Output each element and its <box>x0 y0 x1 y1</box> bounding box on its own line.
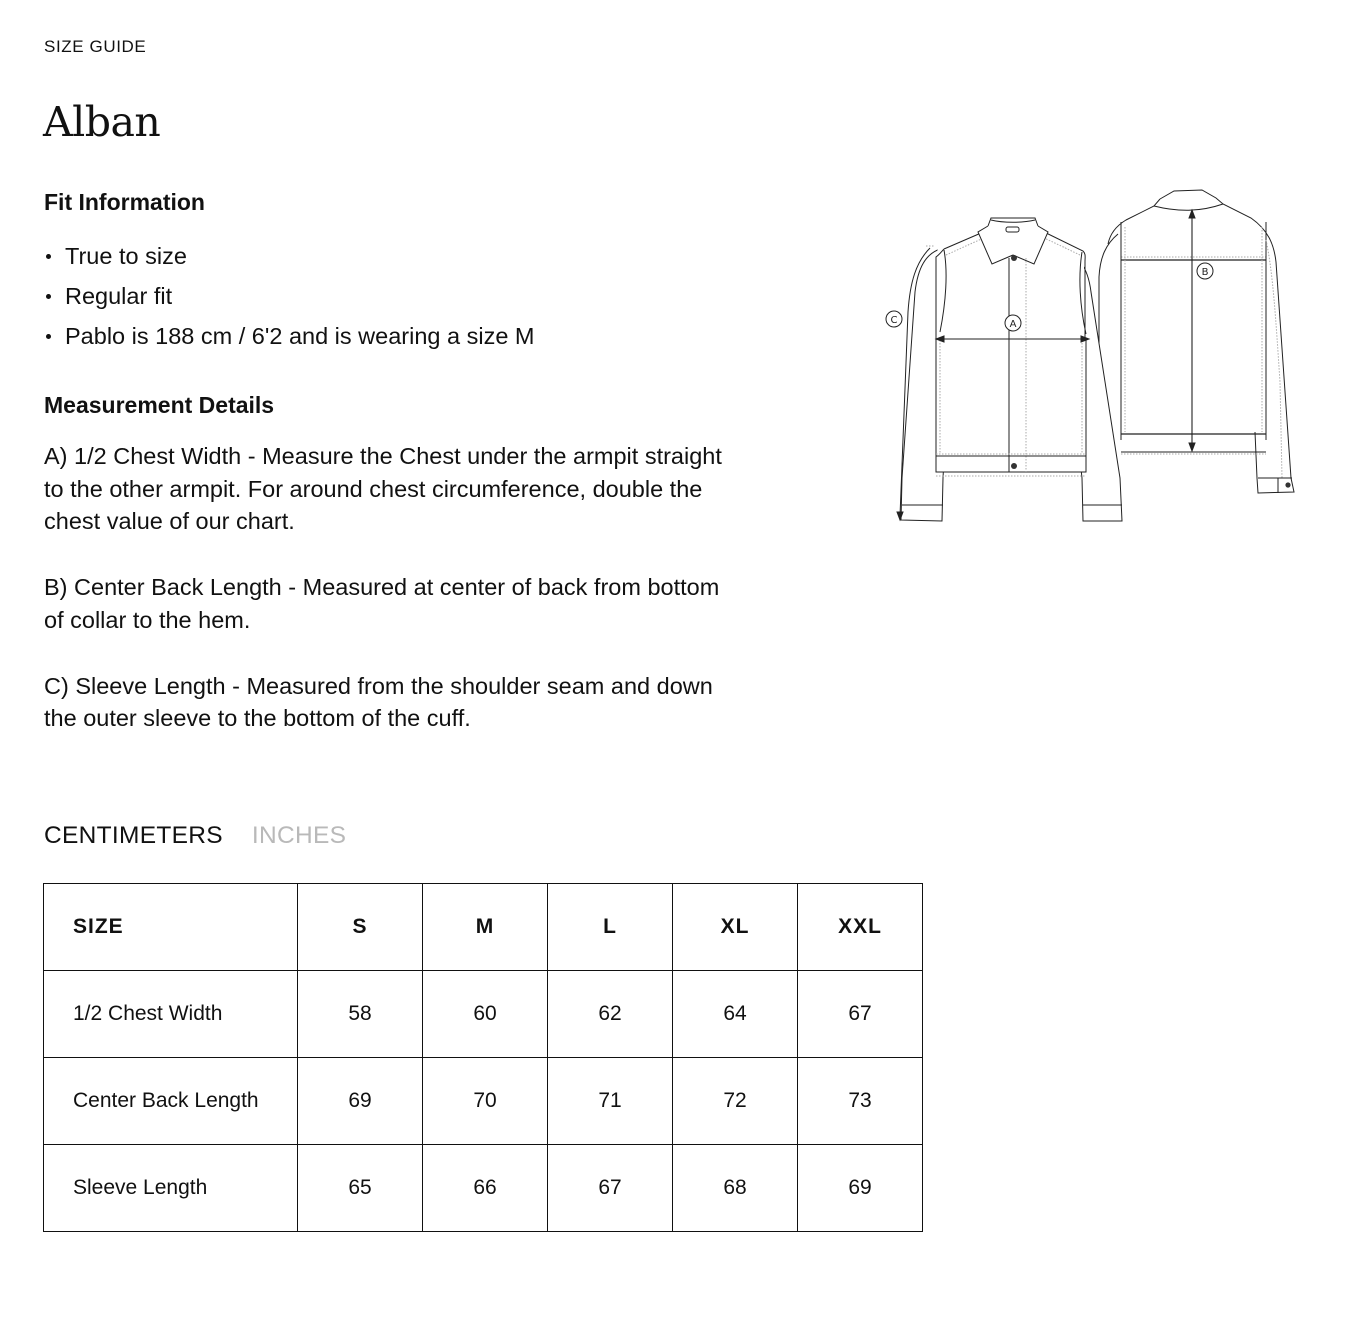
table-cell: 65 <box>298 1145 423 1232</box>
fit-list-item <box>44 276 535 316</box>
table-cell: 72 <box>673 1058 798 1145</box>
tab-centimeters[interactable]: CENTIMETERS <box>44 822 223 849</box>
unit-toggle <box>44 822 346 850</box>
column-header-s: S <box>298 884 423 971</box>
fit-information-list <box>44 236 535 356</box>
table-cell: 62 <box>548 971 673 1058</box>
column-header-xxl: XXL <box>798 884 923 971</box>
row-label: 1/2 Chest Width <box>44 971 298 1058</box>
fit-list-item-text: Pablo is 188 cm / 6'2 and is wearing a size M <box>65 323 535 349</box>
table-cell: 69 <box>298 1058 423 1145</box>
row-label: Sleeve Length <box>44 1145 298 1232</box>
table-cell: 71 <box>548 1058 673 1145</box>
table-cell: 73 <box>798 1058 923 1145</box>
column-header-xl: XL <box>673 884 798 971</box>
bullet-icon <box>46 334 51 339</box>
table-cell: 70 <box>423 1058 548 1145</box>
table-cell: 58 <box>298 971 423 1058</box>
fit-list-item-text: True to size <box>65 243 187 269</box>
svg-text:C: C <box>890 315 898 326</box>
jacket-back-view <box>1099 190 1294 493</box>
bullet-icon <box>46 254 51 259</box>
table-cell: 67 <box>798 971 923 1058</box>
table-cell: 66 <box>423 1145 548 1232</box>
bullet-icon <box>46 294 51 299</box>
size-guide-eyebrow: SIZE GUIDE <box>44 37 147 56</box>
column-header-l: L <box>548 884 673 971</box>
table-cell: 64 <box>673 971 798 1058</box>
fit-information-heading: Fit Information <box>44 189 205 215</box>
jacket-diagram-svg <box>878 182 1308 527</box>
table-row <box>44 1145 923 1232</box>
fit-list-item <box>44 236 535 276</box>
row-label: Center Back Length <box>44 1058 298 1145</box>
measurement-sleeve-description: C) Sleeve Length - Measured from the shoulder seam and down the outer sleeve to the bottom of the cuff. <box>44 672 713 732</box>
table-cell: 60 <box>423 971 548 1058</box>
table-cell: 67 <box>548 1145 673 1232</box>
tab-inches[interactable]: INCHES <box>251 822 347 849</box>
table-header-row <box>44 884 923 971</box>
measurement-details-heading: Measurement Details <box>44 392 275 418</box>
fit-list-item-text: Regular fit <box>65 283 173 309</box>
column-header-m: M <box>423 884 548 971</box>
table-row <box>44 971 923 1058</box>
measurement-back-length-description: B) Center Back Length - Measured at center of back from bottom of collar to the hem. <box>44 574 720 633</box>
table-row <box>44 1058 923 1145</box>
table-cell: 68 <box>673 1145 798 1232</box>
jacket-front-view <box>886 218 1122 521</box>
measurement-details-text <box>44 440 724 768</box>
size-chart-table <box>43 883 923 1232</box>
column-header-size: SIZE <box>44 884 298 971</box>
fit-list-item <box>44 316 535 356</box>
product-title: Alban <box>43 98 161 146</box>
measurement-chest-description: A) 1/2 Chest Width - Measure the Chest under the armpit straight to the other armpit. For around chest circumference, double the chest value of our chart. <box>44 443 722 535</box>
svg-text:A: A <box>1009 319 1017 330</box>
jacket-measurement-diagram <box>878 182 1308 527</box>
svg-text:B: B <box>1201 267 1209 278</box>
table-cell: 69 <box>798 1145 923 1232</box>
